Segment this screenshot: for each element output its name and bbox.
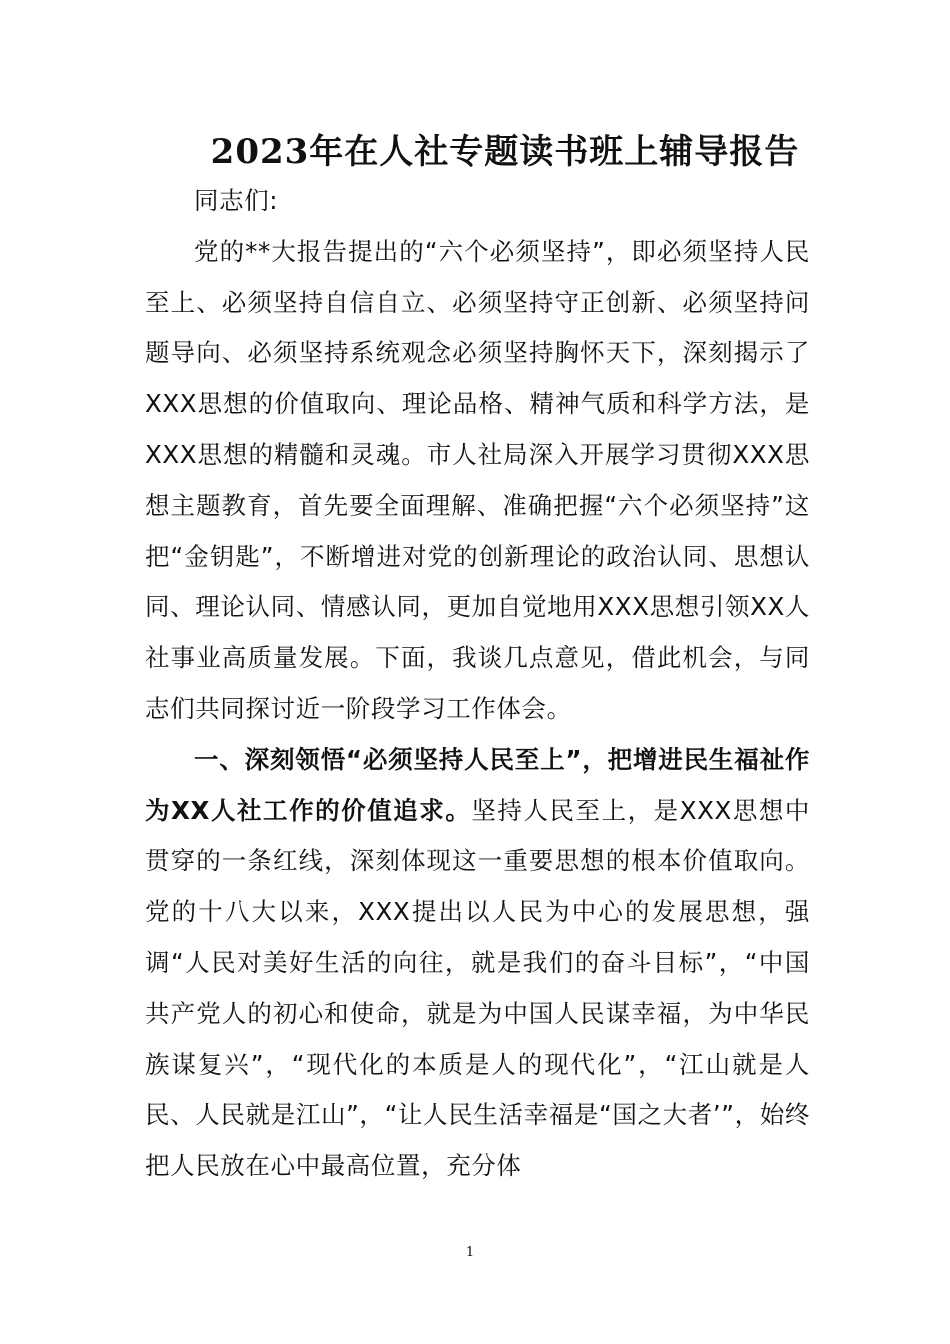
section-1-paragraph — [145, 735, 810, 1192]
intro-paragraph: 党的**大报告提出的“六个必须坚持”，即必须坚持人民至上、必须坚持自信自立、必须坚持守正创新、必须坚持问题导向、必须坚持系统观念必须坚持胸怀天下，深刻揭示了XXX思想的价值取向、理论品格、精神气质和科学方法，是XXX思想的精髓和灵魂。市人社局深入开展学习贯彻XXX思想主题教育，首先要全面理解、准确把握“六个必须坚持”这把“金钥匙”，不断增进对党的创新理论的政治认同、思想认同、理论认同、情感认同，更加自觉地用XXX思想引领XX人社事业高质量发展。下面，我谈几点意见，借此机会，与同志们共同探讨近一阶段学习工作体会。 — [145, 236, 810, 723]
section-1-text: 坚持人民至上，是XXX思想中贯穿的一条红线，深刻体现这一重要思想的根本价值取向。党的十八大以来，XXX提出以人民为中心的发展思想，强调“人民对美好生活的向往，就是我们的奋斗目标”，“中国共产党人的初心和使命，就是为中国人民谋幸福，为中华民族谋复兴”，“现代化的本质是人的现代化”，“江山就是人民、人民就是江山”，“让人民生活幸福是“国之大者’”，始终把人民放在心中最高位置，充分体 — [145, 795, 810, 1181]
salutation: 同志们: — [194, 186, 279, 215]
page-number: 1 — [465, 1245, 475, 1260]
document-title: 2023年在人社专题读书班上辅导报告 — [210, 132, 800, 172]
section-1-heading: 一、深刻领悟“必须坚持人民至上”，把增进民生福祉作为XX人社工作的价值追求。 — [145, 744, 810, 825]
document-body — [145, 176, 810, 1192]
